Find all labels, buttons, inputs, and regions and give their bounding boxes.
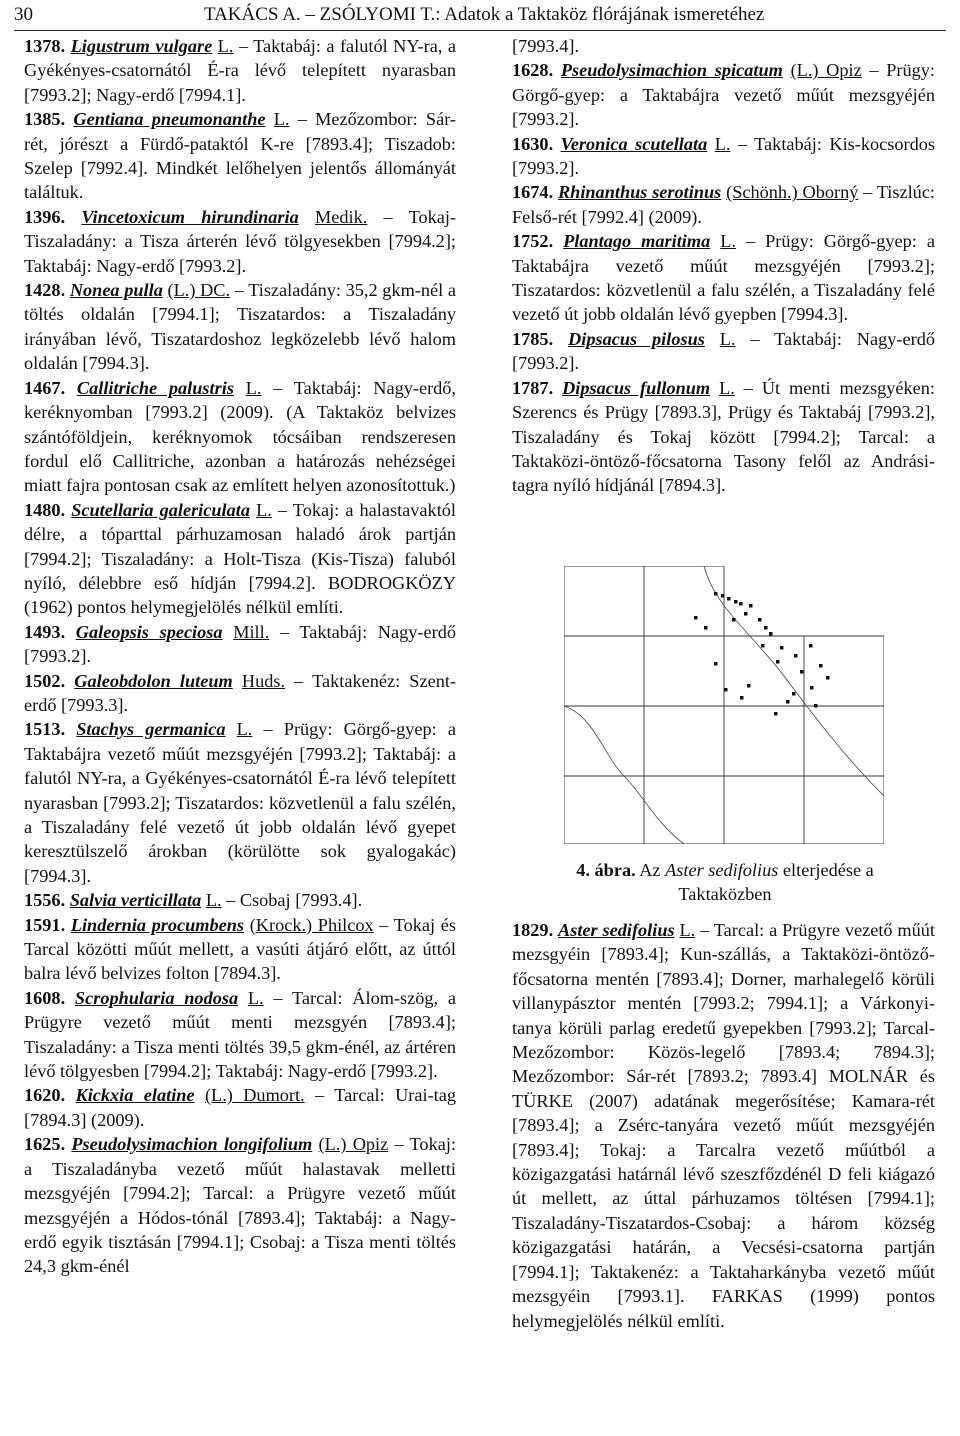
entry-text: – Tiszaladány: 35,2 gkm-nél a töltés oldalán [7994.1]; Tiszatardos: a Tiszaladány irányában lévő, Tiszatardoshoz legközelebb lévő halom oldalán [7994.3]. [24,280,456,374]
species-entry [24,498,456,620]
entry-text: – Taktabáj: Nagy-erdő [7993.2]. [512,328,935,374]
species-author: L. [247,987,264,1008]
species-name: Pseudolysimachion spicatum [560,60,783,81]
occurrence-dot [761,644,765,648]
species-author: (L.) Opiz [790,60,862,81]
page-number: 30 [14,4,33,25]
entry-text: – Tokaj-Tiszaladány: a Tisza árterén lévő tölgyesekben [7994.2]; Taktabáj: Nagy-erdő [7993.2]. [24,206,457,276]
species-author: (L.) DC. [167,280,231,301]
species-name: Plantago maritima [563,231,711,252]
species-entry [512,229,935,327]
occurrence-dot [749,604,753,608]
map-grid [564,566,884,844]
caption-species: Aster sedifolius [665,860,779,880]
occurrence-dot [704,626,708,630]
entry-number: 1556. [24,890,66,911]
entry-number: 1396. [24,206,66,227]
species-author: Medik. [315,206,368,227]
entry-text: – Taktabáj: Nagy-erdő, keréknyomban [7993.2] (2009). (A Taktaköz belvizes szántóföldjein, keréknyomok tócsáiban rendszeresen fordul elő Callitriche, azonban a határozás nehézségei miatt fajra pontosan csak az említett helyen azonosítottuk.) [24,377,457,496]
entry-text: – Tarcal: Álom-szög, a Prügyre vezető műút menti mezsgyén [7893.4]; Tiszaladány: a Tisza menti töltés 39,5 gkm-énél, az ártéren lévő tölgyesben [7994.2]; Taktabáj: Nagy-erdő [7993.2]. [24,987,456,1082]
entry-text: – Prügy: Görgő-gyep: a Taktabájra vezető műút mezsgyéjén [7993.2]; Taktabáj: a falutól NY-ra, a Gyékényes-csatornától É-ra lévő telepített nyarasban [7993.2]; Tiszatardos: közvetlenül a falu szélén, a Tiszaladány felé vezető út jobb oldalán lévő gyepet keresztülszelő árokban (körülötte sok gyalogakác) [7994.3]. [24,719,456,886]
species-author: (Schönh.) Oborný [726,182,859,203]
running-title: TAKÁCS A. – ZSÓLYOMI T.: Adatok a Taktaköz flórájának ismeretéhez [204,4,765,25]
species-name: Ligustrum vulgare [70,36,213,56]
species-entry [24,913,456,986]
entry-text: – Tokaj: a halastavaktól délre, a tóparttal párhuzamosan haladó árok partján [7994.2]; Tiszaladány: a Holt-Tisza (Kis-Tisza) faluból nyíló, délebbre eső hídján [7994.2]. BODROGKÖZY (1962) pontos helymegjelölés nélkül említi. [24,499,456,618]
species-author: L. [679,920,696,940]
entry-text: – Csobaj [7993.4]. [221,890,363,911]
entry-number: 1428. [24,280,66,301]
species-name: Galeopsis speciosa [75,621,223,642]
species-author: Mill. [233,621,270,642]
occurrence-dot [724,688,728,692]
entry-number: 1620. [24,1085,66,1106]
occurrence-dot [774,712,778,716]
right-column [512,34,935,498]
species-entry [512,58,935,131]
species-author: L. [714,133,731,154]
species-entry [512,34,935,58]
entry-number: 1625. [24,1134,66,1155]
entry-text: [7993.4]. [512,36,580,56]
entry-text: – Út menti mezsgyéken: Szerencs és Prügy [7893.3], Prügy és Taktabáj [7993.2], Tiszaladány és Tokaj között [7994.2]; Tarcal: a Taktaközi-öntöző-főcsatorna Tasony felől az Andrási-tagra nyíló hídjánál [7894.3]. [512,377,935,496]
species-entry [24,1132,456,1278]
entry-number: 1591. [24,914,66,935]
river-line [564,706,684,844]
entry-text: – Tarcal: a Prügyre vezető műút mezsgyéin [7893.4]; Kun-szállás, a Taktaközi-öntöző-főcsatorna mentén [7893.4]; Dorner, marhalegelő körüli villanypásztor mentén [7993.2; 7994.1]; a Várkonyi-tanya körüli parlag eredetű gyepekben [7993.2]; Tarcal-Mezőzombor: Közös-legelő [7893.4; 7894.3]; Mezőzombor: Sár-rét [7893.2; 7893.4] MOLNÁR és TÜRKE (2007) adatának megerősítése; Kamara-rét [7893.4]; a Zsérc-tanyára vezető műút mezsgyéjén [7893.4]; Tokaj: a Tarcalra vezető műútból a közigazgatási határnál lévő szeszfőzdénél D feli kiágazó út mellett, az úttal párhuzamos töltésen [7994.1]; Tiszaladány-Tiszatardos-Csobaj: a három község közigazgatási határán, a Vecsési-csatorna partján [7994.1]; Taktakenéz: a Taktaharkányba vezető műút mezsgyéin [7993.1]. FARKAS (1999) pontos helymegjelölés nélkül említi. [512,920,935,1331]
occurrence-dot [747,684,751,688]
species-entry [24,278,456,376]
species-name: Lindernia procumbens [70,914,245,935]
entry-text: – Taktabáj: a falutól NY-ra, a Gyékényes-csatornától É-ra lévő telepített nyarasban [7993.2]; Nagy-erdő [7994.1]. [24,36,456,105]
entry-text: – Taktabáj: Kis-kocsordos [7993.2]. [512,133,935,179]
species-name: Salvia verticillata [69,890,202,911]
entry-number: 1829. [512,920,554,940]
species-entry [512,918,935,1333]
species-name: Kickxia elatine [75,1085,195,1106]
species-author: L. [245,377,262,398]
entry-text: – Tokaj és Tarcal közötti műút mellett, a vasúti átjáró előtt, az úttól balra lévő belvizes folton [7894.3]. [24,914,456,984]
entry-text: – Mezőzombor: Sár-rét, jórészt a Fürdő-pataktól K-re [7893.4]; Tiszadob: Szelep [7992.4]. Mindkét lelőhelyen jelentős állományát találtuk. [24,109,457,203]
species-entry [24,669,456,718]
entry-number: 1385. [24,109,66,130]
entry-number: 1608. [24,987,66,1008]
occurrence-dot [721,594,725,598]
occurrence-dot [732,618,736,622]
occurrence-dot [826,676,830,680]
occurrence-dot [780,646,784,650]
species-name: Scrophularia nodosa [74,987,239,1008]
entry-number: 1480. [24,499,66,520]
entry-number: 1785. [512,328,554,349]
species-entry [24,1083,456,1132]
species-name: Dipsacus fullonum [562,377,711,398]
occurrence-dot [694,616,698,620]
figure-label: 4. ábra. [576,860,636,880]
species-entry [24,205,456,278]
occurrence-dot [744,612,748,616]
species-entry [512,180,935,229]
entry-number: 1628. [512,60,554,81]
species-author: L. [719,377,735,398]
species-entry [24,888,456,912]
species-entry [24,376,456,498]
occurrence-dot [794,654,798,658]
right-column-lower [512,918,935,1333]
occurrence-dot [769,632,773,636]
occurrence-dot [810,686,814,690]
species-author: (L.) Opiz [318,1134,389,1155]
species-name: Gentiana pneumonanthe [73,109,266,130]
occurrence-dot [792,692,796,696]
species-author: L. [719,328,736,349]
species-author: L. [205,890,222,911]
entry-text: – Taktakenéz: Szent-erdő [7993.3]. [24,670,456,715]
entry-number: 1493. [24,621,66,642]
species-entry [24,717,456,888]
species-entry [512,376,935,498]
entry-text: – Taktabáj: Nagy-erdő [7993.2]. [24,621,456,667]
species-author: (Krock.) Philcox [249,914,374,935]
entry-text: – Tarcal: Urai-tag [7894.3] (2009). [24,1085,456,1130]
entry-number: 1467. [24,377,66,398]
entry-text: – Tiszlúc: Felső-rét [7992.4] (2009). [512,182,936,227]
entry-number: 1513. [24,719,66,740]
occurrence-dot [776,660,780,664]
entry-number: 1752. [512,231,554,252]
occurrence-dot [758,618,762,622]
species-name: Pseudolysimachion longifolium [71,1134,313,1155]
entry-number: 1630. [512,133,554,154]
species-author: L. [720,231,736,252]
occurrence-dot [714,592,718,596]
entry-text: – Prügy: Görgő-gyep: a Taktabájra vezető műút mezsgyéjén [7993.2]. [512,60,936,130]
figure-caption: 4. ábra. Az Aster sedifolius elterjedése a Taktaközben [576,860,874,904]
entry-number: 1674. [512,182,554,203]
species-entry [24,34,456,107]
species-author: L. [256,499,272,520]
occurrence-dot [727,597,731,601]
species-entry [24,107,456,205]
entry-number: 1787. [512,377,554,398]
species-name: Dipsacus pilosus [568,328,705,349]
occurrence-dot [800,670,804,674]
occurrence-dot [714,662,718,666]
species-name: Aster sedifolius [558,920,675,940]
occurrence-dot [786,700,790,704]
occurrence-dot [739,602,743,606]
species-name: Rhinanthus serotinus [557,182,722,203]
occurrence-dot [734,600,738,604]
boundary-line [704,566,884,796]
species-name: Stachys germanica [76,719,226,740]
species-entry [24,986,456,1084]
species-author: L. [273,109,290,130]
occurrence-dot [740,696,744,700]
species-name: Nonea pulla [69,280,163,301]
entry-text: – Prügy: Görgő-gyep: a Taktabájra vezető műút mezsgyéjén [7993.2]; Tiszatardos: közvetlenül a falu szélén, a Tiszaladány felé vezető út jobb oldalán lévő gyepben [7994.3]. [512,231,935,325]
species-author: (L.) Dumort. [204,1085,305,1106]
left-column [24,34,456,1279]
species-author: L. [236,719,253,740]
species-author: L. [217,36,234,56]
occurrence-dot [819,664,823,668]
distribution-map [564,566,884,844]
occurrence-dot [809,644,813,648]
species-entry [512,132,935,181]
species-name: Galeobdolon luteum [74,670,233,691]
occurrence-dot [764,626,768,630]
species-name: Callitriche palustris [76,377,234,398]
entry-number: 1378. [24,36,66,56]
species-author: Huds. [241,670,286,691]
running-header [14,4,946,31]
species-name: Scutellaria galericulata [71,499,250,520]
occurrence-dots [694,592,830,716]
entry-text: – Tokaj: a Tiszaladányba vezető műút halastavak melletti mezsgyéjén [7994.2]; Tarcal: a Prügyre vezető műút mezsgyéjén a Hódos-tónál [7893.4]; Taktabáj: a Nagy-erdő egyik tisztásán [7994.1]; Csobaj: a Tisza menti töltés 24,3 gkm-énél [24,1134,456,1277]
occurrence-dot [814,704,818,708]
species-name: Veronica scutellata [560,133,708,154]
species-name: Vincetoxicum hirundinaria [81,206,299,227]
species-entry [512,327,935,376]
species-entry [24,620,456,669]
entry-number: 1502. [24,670,66,691]
